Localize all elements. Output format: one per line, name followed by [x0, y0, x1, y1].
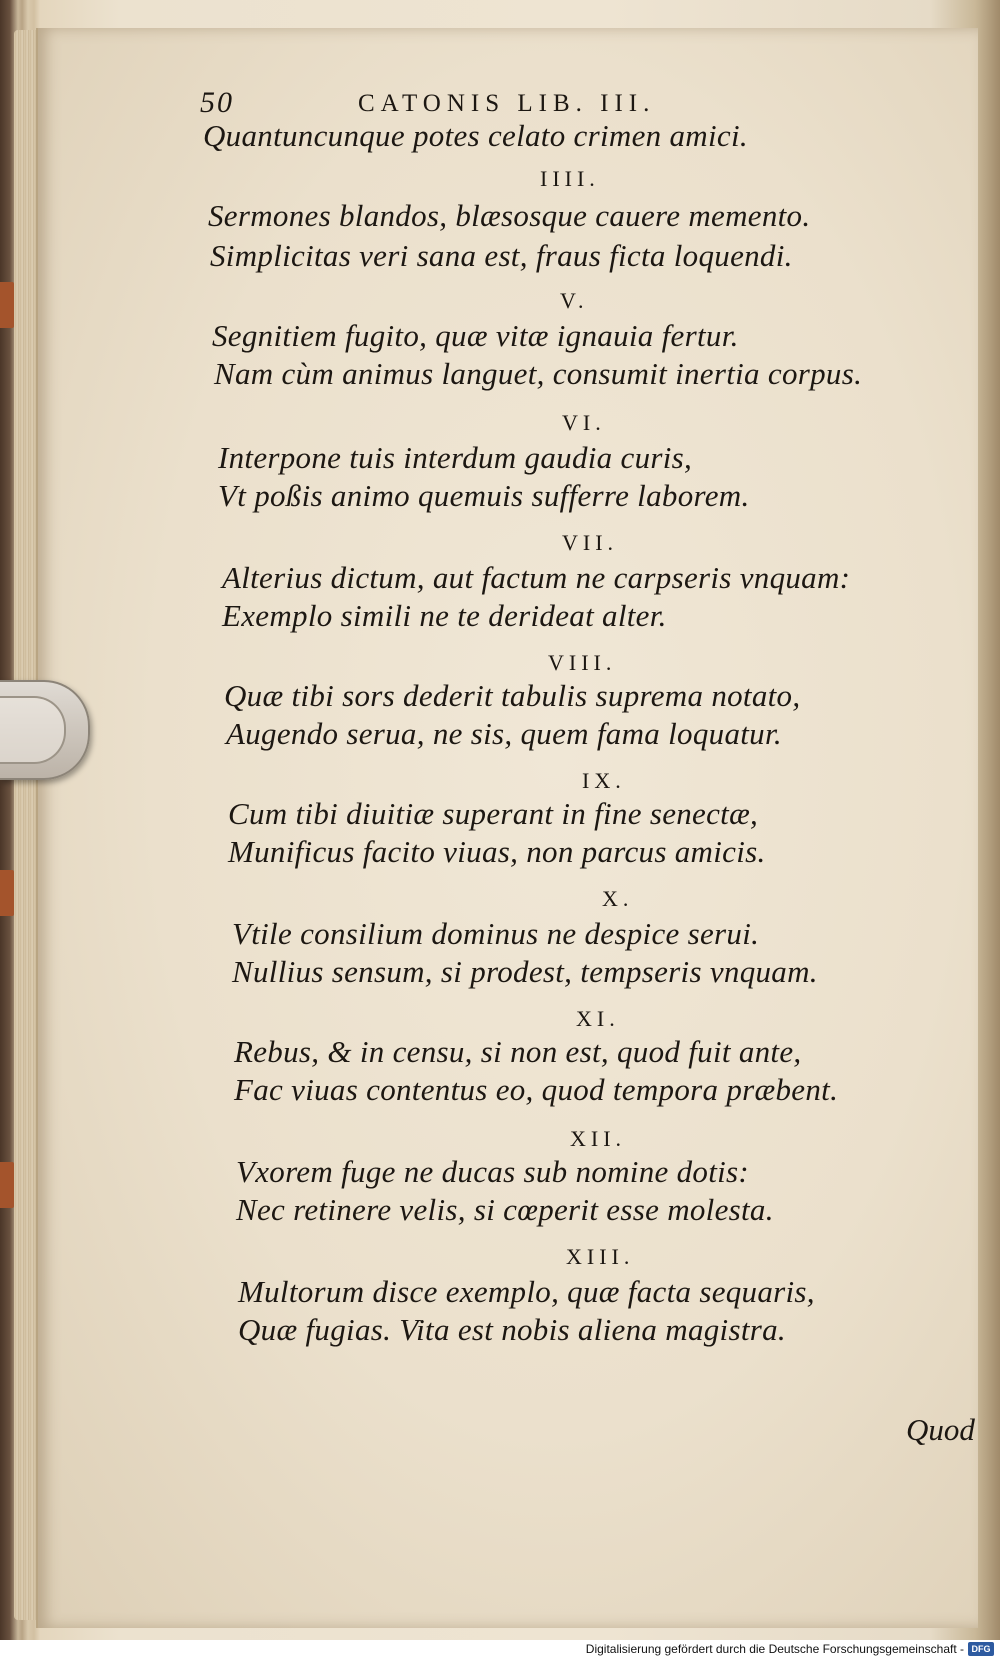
verse-line: Interpone tuis interdum gaudia curis, — [218, 440, 693, 475]
section-numeral: IX. — [582, 768, 626, 793]
section-numeral: X. — [602, 886, 634, 911]
verse-line: Segnitiem fugito, quæ vitæ ignauia fertur. — [212, 318, 739, 353]
dfg-logo-icon: DFG — [968, 1642, 994, 1656]
digitization-footer — [0, 1640, 1000, 1659]
catchword: Quod — [906, 1412, 975, 1447]
page-number: 50 — [200, 86, 234, 119]
verse-line: Quæ fugias. Vita est nobis aliena magistra. — [238, 1312, 786, 1347]
section-numeral: XI. — [576, 1006, 620, 1031]
section-numeral: V. — [560, 288, 589, 313]
verse-line: Sermones blandos, blæsosque cauere memento. — [208, 198, 811, 233]
verse-line: Quantuncunque potes celato crimen amici. — [203, 118, 748, 153]
verse-line: Vtile consilium dominus ne despice serui. — [232, 916, 760, 951]
verse-line: Munificus facito viuas, non parcus amicis. — [228, 834, 766, 869]
verse-line: Alterius dictum, aut factum ne carpseris vnquam: — [222, 560, 851, 595]
verse-line: Simplicitas veri sana est, fraus ficta loquendi. — [210, 238, 793, 273]
section-numeral: VI. — [562, 410, 606, 435]
verse-line: Nullius sensum, si prodest, tempseris vnquam. — [232, 954, 818, 989]
verse-line: Quæ tibi sors dederit tabulis suprema notato, — [224, 678, 801, 713]
section-numeral: VII. — [562, 530, 619, 555]
section-numeral: XII. — [570, 1126, 627, 1151]
verse-line: Vt poßis animo quemuis sufferre laborem. — [218, 478, 750, 513]
verse-line: Exemplo simili ne te derideat alter. — [222, 598, 667, 633]
verse-line: Vxorem fuge ne ducas sub nomine dotis: — [236, 1154, 750, 1189]
verse-line: Multorum disce exemplo, quæ facta sequaris, — [238, 1274, 815, 1309]
verse-line: Fac viuas contentus eo, quod tempora præbent. — [234, 1072, 839, 1107]
running-title: CATONIS LIB. III. — [358, 90, 656, 117]
section-numeral: XIII. — [566, 1244, 635, 1269]
verse-line: Nam cùm animus languet, consumit inertia corpus. — [214, 356, 863, 391]
footer-credit: Digitalisierung gefördert durch die Deutsche Forschungsgemeinschaft - — [585, 1642, 964, 1656]
verse-line: Cum tibi diuitiæ superant in fine senectæ, — [228, 796, 759, 831]
section-numeral: IIII. — [540, 166, 600, 191]
verse-line: Rebus, & in censu, si non est, quod fuit ante, — [234, 1034, 802, 1069]
verse-line: Augendo serua, ne sis, quem fama loquatur. — [226, 716, 782, 751]
section-numeral: VIII. — [548, 650, 617, 675]
verse-line: Nec retinere velis, si cœperit esse molesta. — [236, 1192, 774, 1227]
